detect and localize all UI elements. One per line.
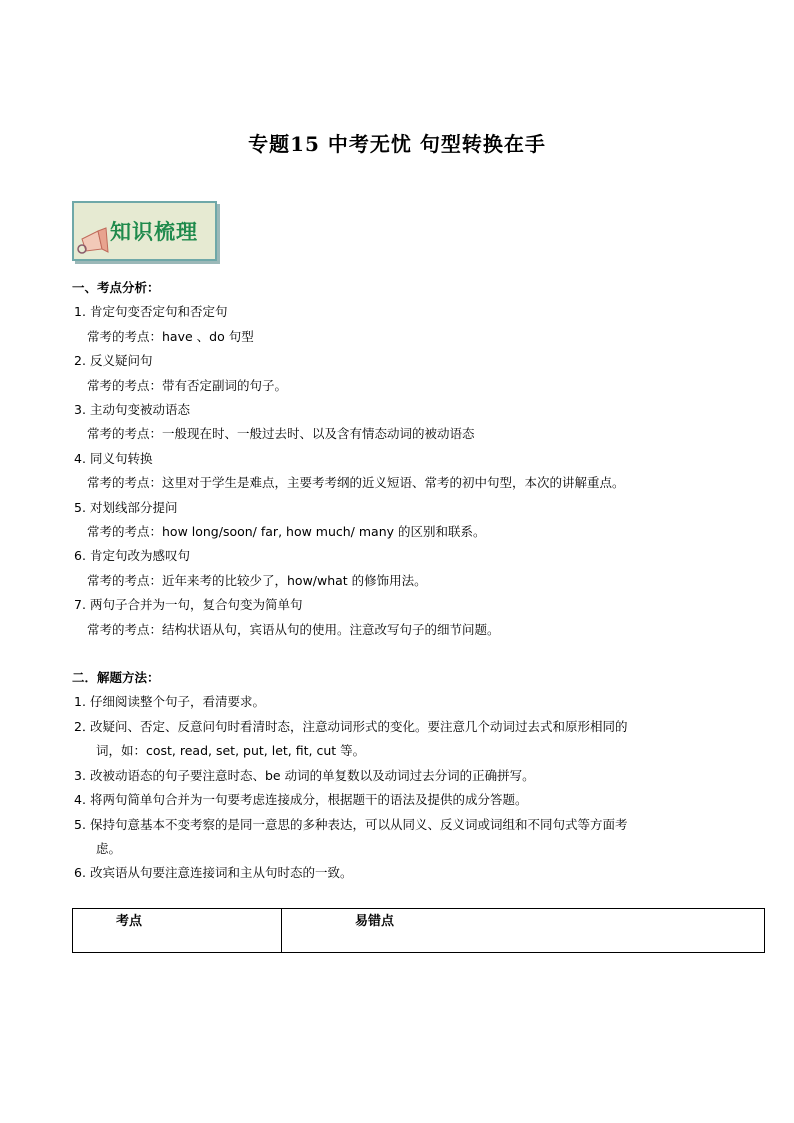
- content-body: [72, 276, 762, 886]
- list-item-note: 常考的考点：how long/soon/ far, how much/ many 的区别和联系。: [87, 524, 486, 540]
- page-title: 专题15 中考无忧 句型转换在手: [248, 132, 546, 156]
- list-item: 5. 对划线部分提问: [74, 499, 178, 515]
- spacer: [72, 642, 762, 666]
- point-list: [72, 300, 762, 642]
- list-item-note: 常考的考点：一般现在时、一般过去时、以及含有情态动词的被动语态: [87, 426, 475, 442]
- list-item: 3. 改被动语态的句子要注意时态、be 动词的单复数以及动词过去分词的正确拼写。: [74, 767, 535, 783]
- table-header-cell: 考点: [73, 909, 282, 952]
- list-item-note: 常考的考点：近年来考的比较少了，how/what 的修饰用法。: [87, 572, 427, 588]
- points-table: [72, 908, 765, 953]
- list-item-note: 常考的考点：have 、do 句型: [87, 328, 254, 344]
- knowledge-badge: [72, 201, 217, 261]
- list-item: 5. 保持句意基本不变考察的是同一意思的多种表达，可以从同义、反义词或词组和不同句式等方面考 虑。: [74, 816, 628, 856]
- list-item: 2． 改疑问、否定、反意问句时看清时态，注意动词形式的变化。要注意几个动词过去式和原形相同的 词，如：cost, read, set, put, let, fit, cut 等。: [74, 718, 628, 759]
- list-item: 4. 同义句转换: [74, 450, 153, 466]
- method-list: [72, 690, 762, 885]
- list-item: 1. 仔细阅读整个句子，看清要求。: [74, 694, 266, 710]
- section-heading: 二．解题方法：: [72, 670, 160, 686]
- list-item-note: 常考的考点：这里对于学生是难点，主要考考纲的近义短语、常考的初中句型，本次的讲解重点。: [87, 475, 625, 491]
- list-item: 3. 主动句变被动语态: [74, 402, 191, 418]
- list-item: 4. 将两句简单句合并为一句要考虑连接成分，根据题干的语法及提供的成分答题。: [74, 792, 528, 808]
- speaker-icon: [76, 225, 112, 259]
- list-item: 2. 反义疑问句: [74, 353, 153, 369]
- list-item-note: 常考的考点：带有否定副词的句子。: [87, 377, 288, 393]
- list-item: 1. 肯定句变否定句和否定句: [74, 304, 228, 320]
- list-item: 7. 两句子合并为一句，复合句变为简单句: [74, 597, 303, 613]
- table-header-cell: 易错点: [355, 914, 395, 929]
- list-item-note: 常考的考点：结构状语从句，宾语从句的使用。注意改写句子的细节问题。: [87, 621, 500, 637]
- badge-label: 知识梳理: [110, 219, 198, 244]
- list-item: 6. 改宾语从句要注意连接词和主从句时态的一致。: [74, 865, 353, 881]
- section-heading: 一、考点分析：: [72, 280, 160, 295]
- list-item: 6. 肯定句改为感叹句: [74, 548, 191, 564]
